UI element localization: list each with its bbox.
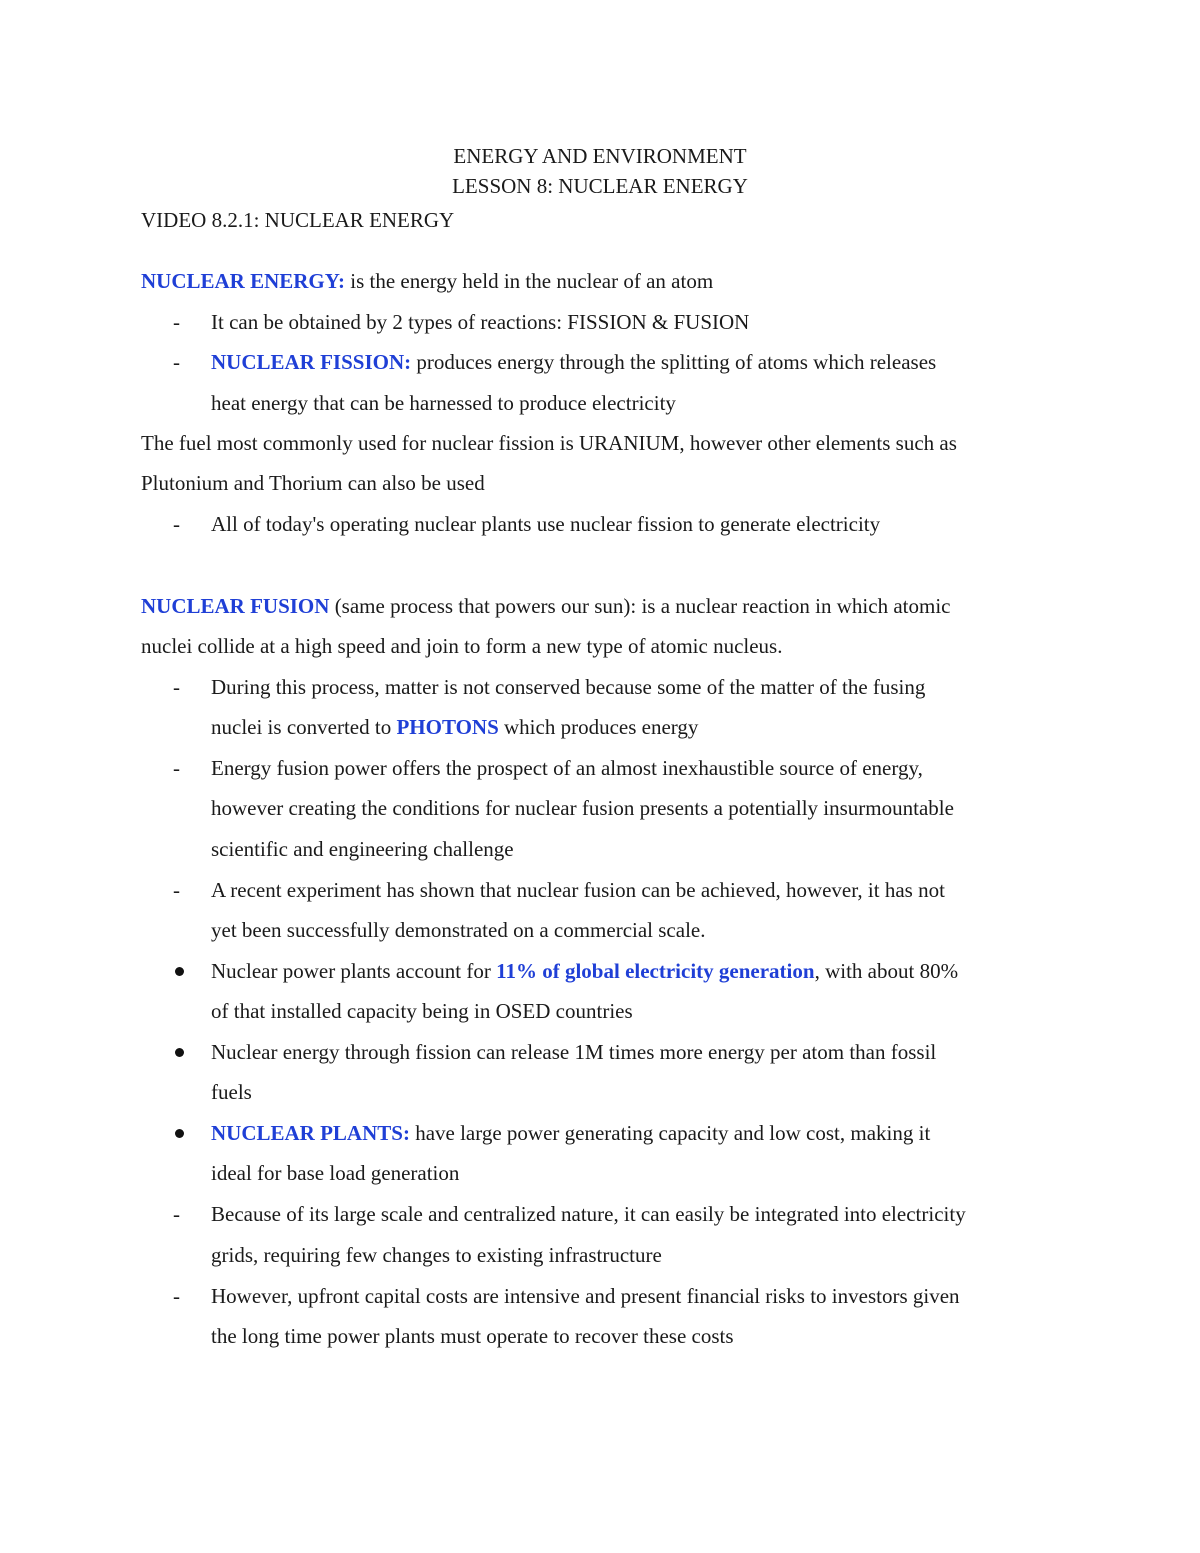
- dash-marker: -: [173, 512, 180, 536]
- paragraph-line: Plutonium and Thorium can also be used: [141, 471, 485, 495]
- nuclear-fusion-definition: NUCLEAR FUSION (same process that powers our sun): is a nuclear reaction in which atomic: [141, 594, 951, 618]
- list-item-continuation: yet been successfully demonstrated on a commercial scale.: [211, 918, 706, 942]
- list-item: Because of its large scale and centralized nature, it can easily be integrated into electricity: [211, 1202, 966, 1226]
- document-title: ENERGY AND ENVIRONMENT: [453, 144, 747, 168]
- list-item-continuation: however creating the conditions for nuclear fusion presents a potentially insurmountable: [211, 796, 954, 820]
- paragraph-line: The fuel most commonly used for nuclear fission is URANIUM, however other elements such as: [141, 431, 957, 455]
- list-item: Nuclear energy through fission can release 1M times more energy per atom than fossil: [211, 1040, 937, 1064]
- list-item: During this process, matter is not conserved because some of the matter of the fusing: [211, 675, 926, 699]
- dash-marker: -: [173, 1284, 180, 1308]
- paragraph-line: nuclei collide at a high speed and join to form a new type of atomic nucleus.: [141, 634, 783, 658]
- video-title: VIDEO 8.2.1: NUCLEAR ENERGY: [141, 208, 455, 232]
- list-item-continuation: scientific and engineering challenge: [211, 837, 514, 861]
- list-item-continuation: of that installed capacity being in OSED countries: [211, 999, 633, 1023]
- list-item: NUCLEAR FISSION: produces energy through the splitting of atoms which releases: [211, 350, 937, 374]
- nuclear-energy-term: NUCLEAR ENERGY:: [141, 269, 346, 293]
- lesson-title: LESSON 8: NUCLEAR ENERGY: [452, 174, 748, 198]
- list-item-continuation: grids, requiring few changes to existing infrastructure: [211, 1243, 662, 1267]
- list-item-continuation: ideal for base load generation: [211, 1161, 460, 1185]
- bullet-icon: [175, 1048, 184, 1057]
- photons-term: PHOTONS: [396, 715, 499, 739]
- list-item-continuation: the long time power plants must operate to recover these costs: [211, 1324, 734, 1348]
- dash-marker: -: [173, 350, 180, 374]
- dash-marker: -: [173, 1202, 180, 1226]
- list-item: Energy fusion power offers the prospect of an almost inexhaustible source of energy,: [211, 756, 923, 780]
- nuclear-energy-definition: NUCLEAR ENERGY: is the energy held in the nuclear of an atom: [141, 269, 714, 293]
- list-item: However, upfront capital costs are intensive and present financial risks to investors given: [211, 1284, 960, 1308]
- list-item-continuation: fuels: [211, 1080, 252, 1104]
- list-item: All of today's operating nuclear plants use nuclear fission to generate electricity: [211, 512, 881, 536]
- list-item: It can be obtained by 2 types of reactions: FISSION & FUSION: [211, 310, 750, 334]
- list-item: Nuclear power plants account for 11% of global electricity generation, with about 80%: [211, 959, 959, 983]
- nuclear-plants-term: NUCLEAR PLANTS:: [211, 1121, 410, 1145]
- dash-marker: -: [173, 310, 180, 334]
- bullet-icon: [175, 967, 184, 976]
- nuclear-fission-term: NUCLEAR FISSION:: [211, 350, 412, 374]
- list-item: A recent experiment has shown that nuclear fusion can be achieved, however, it has not: [211, 878, 945, 902]
- dash-marker: -: [173, 878, 180, 902]
- list-item: NUCLEAR PLANTS: have large power generating capacity and low cost, making it: [211, 1121, 931, 1145]
- nuclear-fusion-term: NUCLEAR FUSION: [141, 594, 330, 618]
- dash-marker: -: [173, 756, 180, 780]
- dash-marker: -: [173, 675, 180, 699]
- list-item-continuation: heat energy that can be harnessed to produce electricity: [211, 391, 676, 415]
- bullet-icon: [175, 1129, 184, 1138]
- list-item-continuation: nuclei is converted to PHOTONS which produces energy: [211, 715, 699, 739]
- global-share-highlight: 11% of global electricity generation: [496, 959, 815, 983]
